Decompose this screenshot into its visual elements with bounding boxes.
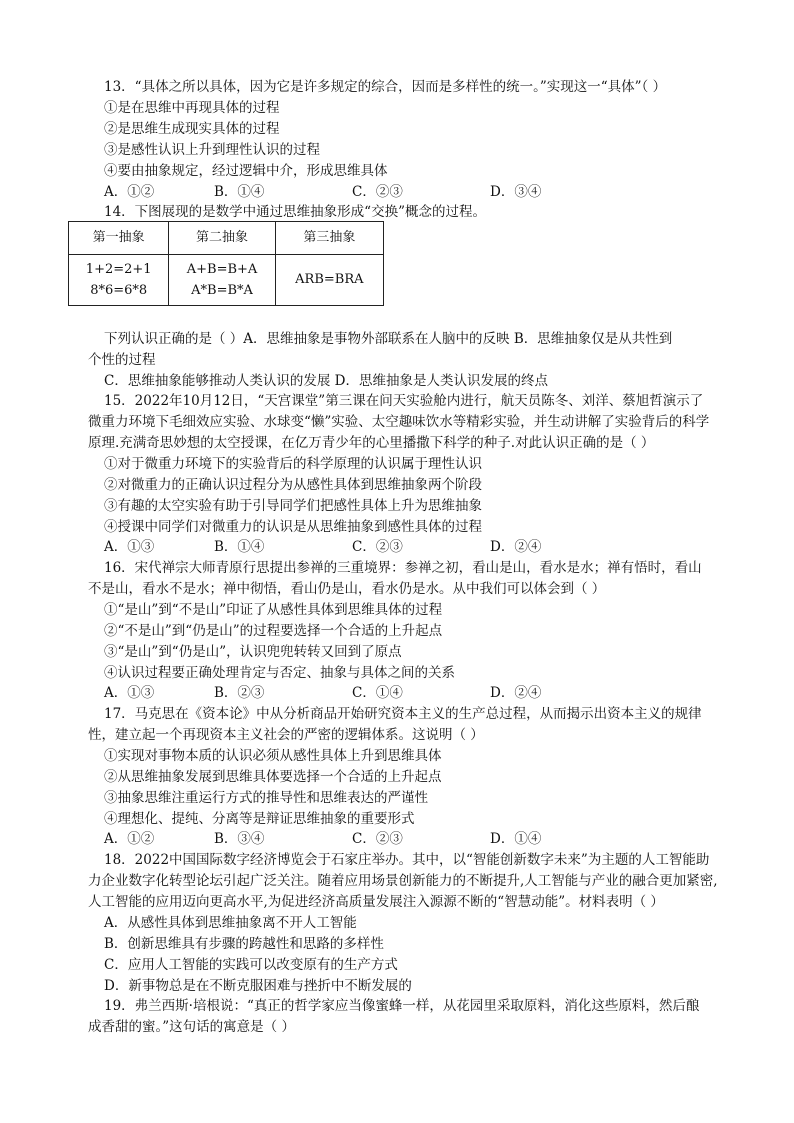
q15-item-4: ④授课中同学们对微重力的认识是从思维抽象到感性具体的过程: [104, 519, 482, 535]
q15-choices: [104, 537, 541, 557]
q15-line-2: 微重力环境下毛细效应实验、水球变“懒”实验、太空趣味饮水等精彩实验，并生动讲解了实验背后的科学: [88, 414, 710, 430]
q14-stem: 14．下图展现的是数学中通过思维抽象形成“交换”概念的过程。: [104, 204, 486, 220]
q16-item-4: ④认识过程要正确处理肯定与否定、抽象与具体之间的关系: [104, 665, 455, 681]
choice-a[interactable]: A．①②: [104, 184, 155, 200]
choice-b[interactable]: B．②③: [214, 685, 265, 701]
q15-line-1: 15．2022年10月12日，“天宫课堂”第三课在问天实验舱内进行，航天员陈冬、刘洋、蔡旭哲演示了: [104, 393, 704, 409]
q16-line-1: 16．宋代禅宗大师青原行思提出参禅的三重境界：参禅之初，看山是山，看水是水；禅有悟时，看山: [104, 560, 702, 576]
q17-line-1: 17．马克思在《资本论》中从分析商品开始研究资本主义的生产总过程，从而揭示出资本主义的规律: [104, 706, 702, 722]
q16-item-2: ②“不是山”到“仍是山”的过程要选择一个合适的上升起点: [104, 623, 443, 639]
q15-line-3: 原理.充满奇思妙想的太空授课，在亿万青少年的心里播撒下科学的种子.对此认识正确的是（ ）: [88, 435, 655, 451]
choice-d[interactable]: D．③④: [490, 184, 542, 200]
q18-option-a[interactable]: A．从感性具体到思维抽象离不开人工智能: [104, 915, 357, 931]
q13-choices: [104, 182, 541, 202]
q16-choices: [104, 683, 541, 703]
table-header: 第二抽象: [169, 222, 275, 255]
choice-d[interactable]: D．②④: [490, 539, 542, 555]
choice-b[interactable]: B．①④: [214, 184, 265, 200]
q17-choices: [104, 829, 541, 849]
choice-a[interactable]: A．①③: [104, 539, 155, 555]
q13-item-2: ②是思维生成现实具体的过程: [104, 121, 280, 137]
choice-b[interactable]: B．③④: [214, 831, 265, 847]
choice-b[interactable]: B．①④: [214, 539, 265, 555]
choice-c[interactable]: C．②③: [352, 831, 403, 847]
q16-item-3: ③“是山”到“仍是山”，认识兜兜转转又回到了原点: [104, 644, 402, 660]
choice-c[interactable]: C．①④: [352, 685, 403, 701]
q18-line-1: 18．2022中国国际数字经济博览会于石家庄举办。其中，以“智能创新数字未来”为主题的人工智能助: [104, 852, 710, 868]
q18-option-d[interactable]: D．新事物总是在不断克服困难与挫折中不断发展的: [104, 978, 412, 994]
q18-line-3: 人工智能的应用迈向更高水平,为促进经济高质量发展注入源源不断的“智慧动能”。材料表明（ ）: [88, 894, 664, 910]
q17-line-2: 性，建立起一个再现资本主义社会的严密的逻辑体系。这说明（ ）: [88, 727, 484, 743]
q19-line-1: 19．弗兰西斯·培根说：“真正的哲学家应当像蜜蜂一样，从花园里采取原料，消化这些原料，然后酿: [104, 998, 700, 1014]
choice-a[interactable]: A．①②: [104, 831, 155, 847]
q14-line-2: 个性的过程: [88, 352, 156, 368]
choice-d[interactable]: D．②④: [490, 685, 542, 701]
q17-item-4: ④理想化、提纯、分离等是辩证思维抽象的重要形式: [104, 811, 415, 827]
choice-c[interactable]: C．②③: [352, 539, 403, 555]
choice-c[interactable]: C．②③: [352, 184, 403, 200]
q19-line-2: 成香甜的蜜。”这句话的寓意是（ ）: [88, 1019, 295, 1035]
q13-item-3: ③是感性认识上升到理性认识的过程: [104, 142, 320, 158]
q13-item-4: ④要由抽象规定，经过逻辑中介，形成思维具体: [104, 163, 388, 179]
q13-stem: 13．“具体之所以具体，因为它是许多规定的综合，因而是多样性的统一。”实现这一“具体”（ ）: [104, 79, 667, 95]
q15-item-3: ③有趣的太空实验有助于引导同学们把感性具体上升为思维抽象: [104, 498, 482, 514]
table-cell: [69, 255, 169, 306]
table-cell: ARB=BRA: [275, 255, 383, 306]
formula: A+B=B+A: [186, 262, 258, 277]
q17-item-1: ①实现对事物本质的认识必须从感性具体上升到思维具体: [104, 748, 442, 764]
choice-d[interactable]: D．①④: [490, 831, 542, 847]
formula: A*B=B*A: [191, 283, 253, 298]
q15-item-1: ①对于微重力环境下的实验背后的科学原理的认识属于理性认识: [104, 456, 482, 472]
q17-item-2: ②从思维抽象发展到思维具体要选择一个合适的上升起点: [104, 769, 442, 785]
formula: 8*6=6*8: [90, 283, 148, 298]
q15-item-2: ②对微重力的正确认识过程分为从感性具体到思维抽象两个阶段: [104, 477, 482, 493]
q13-item-1: ①是在思维中再现具体的过程: [104, 100, 280, 116]
q16-line-2: 不是山，看水不是水；禅中彻悟，看山仍是山，看水仍是水。从中我们可以体会到（ ）: [88, 581, 606, 597]
table-header: 第一抽象: [69, 222, 169, 255]
abstraction-table: [68, 221, 384, 306]
choice-a[interactable]: A．①③: [104, 685, 155, 701]
q17-item-3: ③抽象思维注重运行方式的推导性和思维表达的严谨性: [104, 790, 428, 806]
q14-line-1: 下列认识正确的是（ ）A．思维抽象是事物外部联系在人脑中的反映 B．思维抽象仅是从共性到: [104, 331, 673, 347]
q18-option-c[interactable]: C．应用人工智能的实践可以改变原有的生产方式: [104, 957, 398, 973]
q14-line-3: C．思维抽象能够推动人类认识的发展 D．思维抽象是人类认识发展的终点: [104, 373, 548, 389]
q16-item-1: ①“是山”到“不是山”印证了从感性具体到思维具体的过程: [104, 602, 443, 618]
formula: 1+2=2+1: [85, 262, 152, 277]
table-header: 第三抽象: [275, 222, 383, 255]
q18-option-b[interactable]: B．创新思维具有步骤的跨越性和思路的多样性: [104, 936, 384, 952]
q18-line-2: 力企业数字化转型论坛引起广泛关注。随着应用场景创新能力的不断提升,人工智能与产业的融合更加紧密,: [88, 873, 718, 889]
table-cell: [169, 255, 275, 306]
